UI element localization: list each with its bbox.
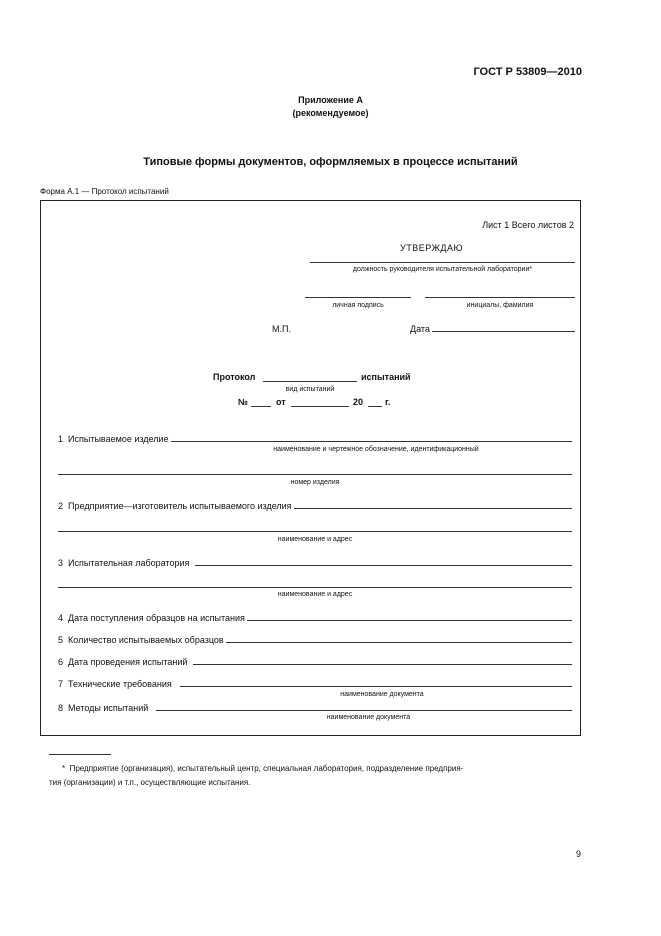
year-line[interactable] (368, 406, 382, 407)
item-4-line[interactable] (247, 620, 572, 621)
initials-caption: инициалы, фамилия (466, 302, 534, 309)
item-7-number: 7 (58, 679, 64, 689)
approve-label: УТВЕРЖДАЮ (400, 243, 464, 253)
item-8-caption: наименование документа (326, 714, 411, 721)
footnote-mark: * (62, 764, 66, 773)
item-2-line-2[interactable] (58, 531, 572, 532)
item-1-label: Испытываемое изделие (68, 434, 169, 444)
date-from-line[interactable] (291, 406, 349, 407)
item-5-number: 5 (58, 635, 64, 645)
item-7-label: Технические требования (68, 679, 172, 689)
item-5-line[interactable] (226, 642, 572, 643)
page-number: 9 (575, 849, 581, 859)
protocol-word: Протокол (213, 372, 256, 382)
item-3-row (58, 558, 572, 568)
footnote-separator (49, 754, 111, 755)
date-line[interactable] (432, 331, 575, 332)
item-3-line-2[interactable] (58, 587, 572, 588)
footnote-line-1 (62, 764, 463, 773)
item-7-line[interactable] (180, 686, 572, 687)
item-1-row (58, 434, 572, 444)
item-6-label: Дата проведения испытаний (68, 657, 188, 667)
item-1-number: 1 (58, 434, 64, 444)
item-2-label: Предприятие—изготовитель испытываемого изделия (68, 501, 292, 511)
item-2-number: 2 (58, 501, 64, 511)
appendix-subtitle: (рекомендуемое) (292, 108, 369, 118)
test-type-caption: вид испытаний (285, 386, 335, 393)
standard-number: ГОСТ Р 53809—2010 (473, 66, 582, 78)
signature-caption: личная подпись (332, 302, 384, 309)
item-8-line[interactable] (156, 710, 572, 711)
item-8-number: 8 (58, 703, 64, 713)
item-3-number: 3 (58, 558, 64, 568)
section-title: Типовые формы документов, оформляемых в процессе испытаний (143, 156, 518, 168)
item-7-caption: наименование документа (340, 691, 424, 698)
item-6-number: 6 (58, 657, 64, 667)
item-3-label: Испытательная лаборатория (68, 558, 190, 568)
signature-line[interactable] (305, 297, 411, 298)
protocol-tests: испытаний (361, 372, 411, 382)
item-1-caption-2: номер изделия (290, 479, 340, 486)
appendix-title: Приложение А (298, 95, 363, 105)
item-3-line[interactable] (195, 565, 572, 566)
protocol-type-line[interactable] (263, 381, 357, 382)
number-label: № (238, 397, 249, 407)
protocol-form-frame (40, 200, 581, 736)
item-6-line[interactable] (193, 664, 572, 665)
item-2-row (58, 501, 572, 511)
item-1-caption: наименование и чертежное обозначение, идентификационный (273, 446, 479, 453)
year-label: 20 (353, 397, 364, 407)
item-4-label: Дата поступления образцов на испытания (68, 613, 245, 623)
item-4-row (58, 613, 572, 623)
item-5-row (58, 635, 572, 645)
item-2-line[interactable] (294, 508, 572, 509)
footnote-text-2: тия (организации) и т.п., осуществляющие испытания. (49, 778, 251, 787)
item-2-caption: наименование и адрес (277, 536, 353, 543)
item-3-caption: наименование и адрес (277, 591, 353, 598)
form-label: Форма А.1 — Протокол испытаний (40, 187, 169, 196)
number-line[interactable] (251, 406, 271, 407)
date-row (410, 324, 575, 334)
from-label: от (276, 397, 286, 407)
item-4-number: 4 (58, 613, 64, 623)
sheet-info: Лист 1 Всего листов 2 (482, 220, 574, 230)
item-6-row (58, 657, 572, 667)
stamp-label: М.П. (272, 324, 291, 334)
item-7-row (58, 679, 572, 689)
year-suffix: г. (385, 397, 391, 407)
initials-line[interactable] (425, 297, 575, 298)
position-caption: должность руководителя испытательной лаборатории* (352, 266, 533, 273)
position-line[interactable] (310, 262, 575, 263)
item-5-label: Количество испытываемых образцов (68, 635, 224, 645)
item-1-line-2[interactable] (58, 474, 572, 475)
item-8-row (58, 703, 572, 713)
footnote-text-1: Предприятие (организация), испытательный центр, специальная лаборатория, подразделение предприя- (69, 764, 464, 773)
date-label: Дата (410, 324, 430, 334)
item-8-label: Методы испытаний (68, 703, 149, 713)
item-1-line[interactable] (171, 441, 572, 442)
